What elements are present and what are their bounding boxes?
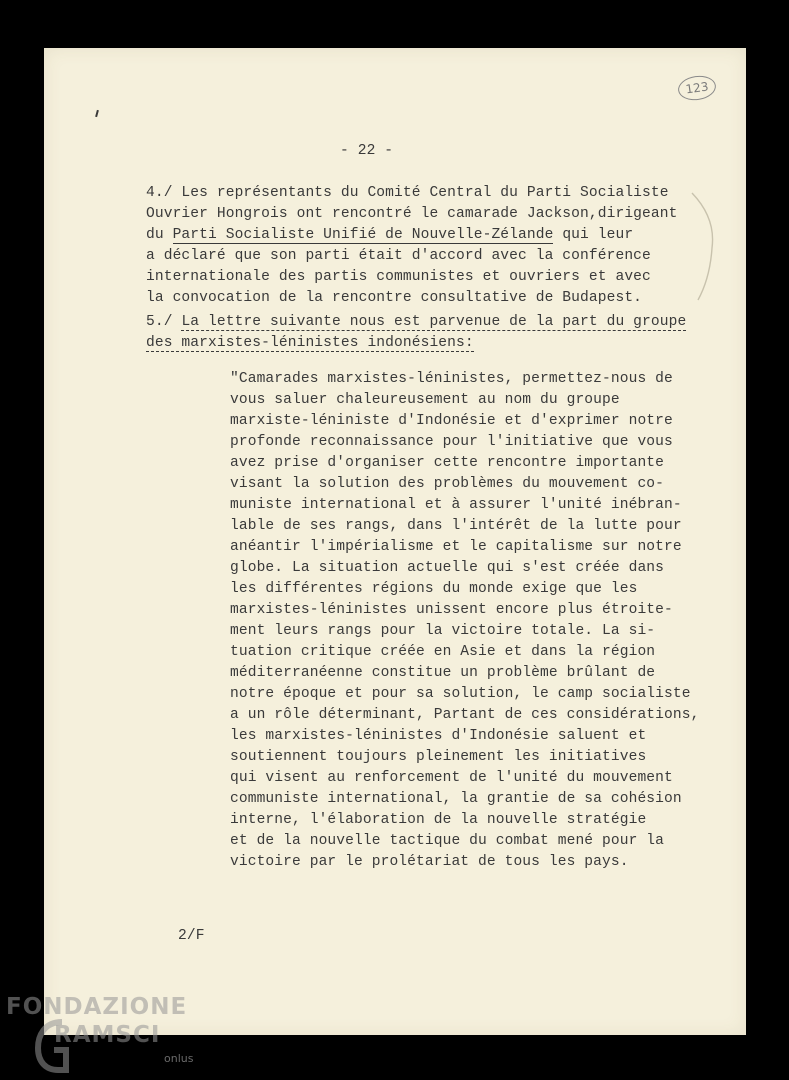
quote-line: tuation critique créée en Asie et dans la région [230,644,656,660]
section-4-line: Ouvrier Hongrois ont rencontré le camarade Jackson,dirigeant [146,206,678,222]
quote-line: méditerranéenne constitue un problème brûlant de [230,665,656,681]
section-4-line: a déclaré que son parti était d'accord avec la conférence [146,248,651,264]
section-4-line-part: qui leur [553,227,634,243]
fondazione-gramsci-watermark [6,994,194,1065]
handwritten-page-annotation: 123 [677,73,718,102]
quote-line: muniste international et à assurer l'unité inébran- [230,497,682,513]
quote-line: "Camarades marxistes-léninistes, permettez-nous de [230,371,673,387]
underlined-section-5-heading-end: des marxistes-léninistes indonésiens: [146,335,474,351]
quote-line: soutiennent toujours pleinement les initiatives [230,749,647,765]
quote-line: globe. La situation actuelle qui s'est créée dans [230,560,665,576]
quote-line: avez prise d'organiser cette rencontre importante [230,455,665,471]
quote-line: et de la nouvelle tactique du combat mené pour la [230,833,665,849]
section-4-line: internationale des partis communistes et ouvriers et avec [146,269,651,285]
quote-line: qui visent au renforcement de l'unité du mouvement [230,770,673,786]
section-4-line: 4./ Les représentants du Comité Central du Parti Socialiste [146,185,669,201]
footer-code: 2/F [178,928,205,944]
section-4-line [146,227,633,243]
quote-line: interne, l'élaboration de la nouvelle stratégie [230,812,647,828]
section-5-line [146,335,474,351]
quote-line: ment leurs rangs pour la victoire totale. La si- [230,623,656,639]
margin-bracket-mark [684,188,724,308]
quote-line: vous saluer chaleureusement au nom du groupe [230,392,620,408]
watermark-line-3: onlus [164,1052,194,1065]
quote-line: visant la solution des problèmes du mouvement co- [230,476,665,492]
margin-tick-mark [95,110,99,117]
quote-line: profonde reconnaissance pour l'initiative que vous [230,434,673,450]
quote-line: les différentes régions du monde exige que les [230,581,638,597]
quote-line: marxistes-léninistes unissent encore plus étroite- [230,602,673,618]
document-page [44,48,746,1035]
quote-line: victoire par le prolétariat de tous les pays. [230,854,629,870]
page-number: - 22 - [340,143,394,159]
quote-line: notre époque et pour sa solution, le camp socialiste [230,686,691,702]
underlined-party-name: Parti Socialiste Unifié de Nouvelle-Zélande [172,227,554,243]
section-4-line: la convocation de la rencontre consultative de Budapest. [146,290,643,306]
quote-line: les marxistes-léninistes d'Indonésie saluent et [230,728,647,744]
quote-line: marxiste-léniniste d'Indonésie et d'exprimer notre [230,413,673,429]
underlined-section-5-heading: La lettre suivante nous est parvenue de la part du groupe [181,314,687,330]
section-5-number: 5./ [146,314,182,330]
quote-line: a un rôle déterminant, Partant de ces considérations, [230,707,700,723]
quote-line: communiste international, la grantie de sa cohésion [230,791,682,807]
section-5-line [146,314,686,330]
quote-line: lable de ses rangs, dans l'intérêt de la lutte pour [230,518,682,534]
section-4-line-part: du [146,227,173,243]
watermark-line-1: FONDAZIONE [6,994,188,1020]
watermark-line-2: RAMSCI [54,1022,161,1048]
quote-line: anéantir l'impérialisme et le capitalisme sur notre [230,539,682,555]
